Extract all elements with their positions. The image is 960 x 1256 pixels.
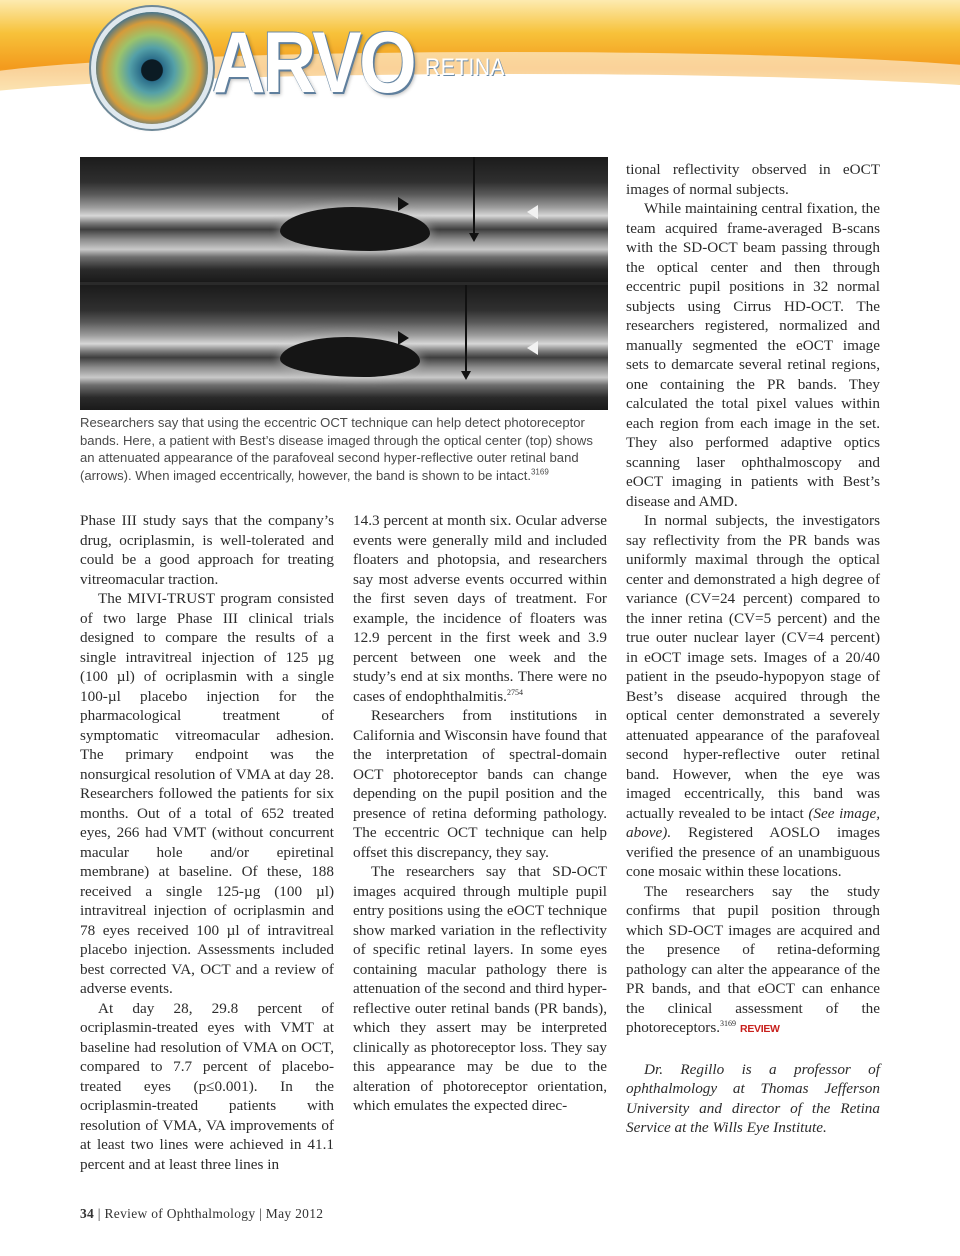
caption-text: Researchers say that using the eccentric OCT technique can help detect photoreceptor bands. Here, a patient with Best’s disease imaged through the optical center (top) shows an attenuated appearance of the parafoveal second hyper-reflective outer retinal band (arrows). When imaged eccentrically, however, the band is shown to be intact. <box>80 415 593 483</box>
paragraph <box>626 511 880 882</box>
reference-number: 3169 <box>720 1018 737 1028</box>
paragraph <box>626 882 880 1040</box>
paragraph: At day 28, 29.8 percent of ocriplasmin-treated eyes with VMT at baseline had resolution of VMA on OCT, compared to 7.7 percent of placebo-treated eyes (p≤0.001). In the ocriplasmin-treated patients with resolution of VMA, VA improvements of at least two lines were achieved in 41.1 percent and at least three lines in <box>80 999 334 1173</box>
paragraph: Phase III study says that the company’s drug, ocriplasmin, is well-tolerated and could be a good approach for treating vitreomacular traction. <box>80 512 334 588</box>
arrowhead-marker <box>398 331 409 345</box>
arrowhead-marker <box>527 341 538 355</box>
oct-scan-optical-center <box>80 157 608 282</box>
section-label: RETINA <box>425 54 506 81</box>
arrow-marker <box>465 285 467 373</box>
arrow-marker <box>473 157 475 235</box>
oct-figure <box>80 157 608 410</box>
footer-separator: | <box>97 1206 101 1221</box>
oct-scan-eccentric <box>80 285 608 410</box>
page-number: 34 <box>80 1206 95 1221</box>
paragraph: The MIVI-TRUST program consisted of two large Phase III clinical trials designed to compare the results of a single intravitreal injection of 125 µg (100 µl) of ocriplasmin with a single 100-µl placebo injection for the pharmacological treatment of symptomatic vitreomacular adhesion. The primary endpoint was the nonsurgical resolution of VMA at day 28. Researchers followed the patients for six months. Out of a total of 652 treated eyes, 266 had VMT (without concurrent macular hole and/or epiretinal membrane) at baseline. Of these, 188 received a single 125-µg (100 µl) intravitreal injection of ocriplasmin and 78 eyes received 100 µl of intravitreal placebo injection. Assessments included best corrected VA, OCT and a review of adverse events. <box>80 590 334 997</box>
paragraph: While maintaining central fixation, the team acquired frame-averaged B-scans with the SD-OCT beam passing through the optical center and then through eccentric pupil positions in 32 normal subjects using Cirrus HD-OCT. The researchers registered, normalized and manually segmented the eOCT image sets to demarcate several retinal regions, one containing the PR bands. They calculated the total pixel values within each region from each image in the set. They also performed adaptive optics scanning laser ophthalmoscopy and eOCT imaging in patients with Best’s disease and AMD. <box>626 200 880 510</box>
figure-caption <box>80 414 610 484</box>
logo-text: ARVO <box>212 15 415 111</box>
arrow-marker-head <box>461 371 471 380</box>
publication-name: Review of Ophthalmology <box>104 1206 256 1221</box>
paragraph: The researchers say that SD-OCT images acquired through multiple pupil entry positions using the eOCT technique show marked variation in the reflectivity of specific retinal layers. In some eyes containing macular pathology there is attenuation of the second and third hyper-reflective outer retinal bands (PR bands), which they assert may be interpreted clinically as photoreceptor loss. They say this appearance may be due to the alteration of photoreceptor orientation, which emulates the expected direc- <box>353 863 607 1114</box>
paragraph-text: 14.3 percent at month six. Ocular adverse events were generally mild and included floaters and photopsia, and researchers say most adverse events occurred within the first seven days of treatment. For example, the incidence of floaters was 12.9 percent in the first week and 3.9 percent between one week and the study’s end at six months. There were no cases of endophthalmitis. <box>353 512 607 705</box>
eye-icon <box>96 12 208 124</box>
paragraph-text: In normal subjects, the investigators say reflectivity from the PR bands was uniformly maximal through the optical center and demonstrated a high degree of variance (CV=24 percent) compared to the inner retina (CV=5 percent) and the true outer nuclear layer (CV=4 percent) in eOCT image sets. Images of a 20/40 patient in the pseudo-hypopyon stage of Best’s disease acquired through the optical center demonstrated a severely attenuated appearance of the parafoveal second hyper-reflective outer retinal band. However, when the eye was imaged eccentrically, this band was actually revealed to be intact <box>626 512 880 822</box>
paragraph <box>353 511 607 706</box>
image-reference: (See image, above). <box>626 804 880 841</box>
paragraph: tional reflectivity observed in eOCT images of normal subjects. <box>626 161 880 198</box>
arrowhead-marker <box>398 197 409 211</box>
page-footer <box>80 1206 323 1222</box>
arrowhead-marker <box>527 205 538 219</box>
paragraph: Researchers from institutions in California and Wisconsin have found that the interpretation of spectral-domain OCT photoreceptor bands can change depending on the pupil position and the presence of retina deforming pathology. The eccentric OCT technique can help offset this discrepancy, they say. <box>353 707 607 861</box>
paragraph-text: The researchers say the study confirms that pupil position through which SD-OCT images are acquired and the presence of retina-deforming pathology can alter the appearance of the PR bands, and that eOCT can enhance the clinical assessment of the photoreceptors. <box>626 882 880 1036</box>
issue-date: May 2012 <box>265 1206 324 1221</box>
caption-reference: 3169 <box>530 467 549 477</box>
footer-separator: | <box>259 1206 263 1221</box>
text-column-1 <box>80 511 334 1174</box>
review-end-mark: REVIEW <box>740 1023 780 1035</box>
paragraph-text: Registered AOSLO images verified the presence of an unambiguous cone mosaic within these locations. <box>626 824 880 880</box>
arrow-marker-head <box>469 233 479 242</box>
author-bio: Dr. Regillo is a professor of ophthalmology at Thomas Jefferson University and director of the Retina Service at the Wills Eye Institute. <box>626 1060 880 1136</box>
subretinal-cyst <box>280 207 430 251</box>
text-column-2 <box>353 511 607 1116</box>
reference-number: 2754 <box>506 687 523 697</box>
text-column-3 <box>626 160 880 1138</box>
